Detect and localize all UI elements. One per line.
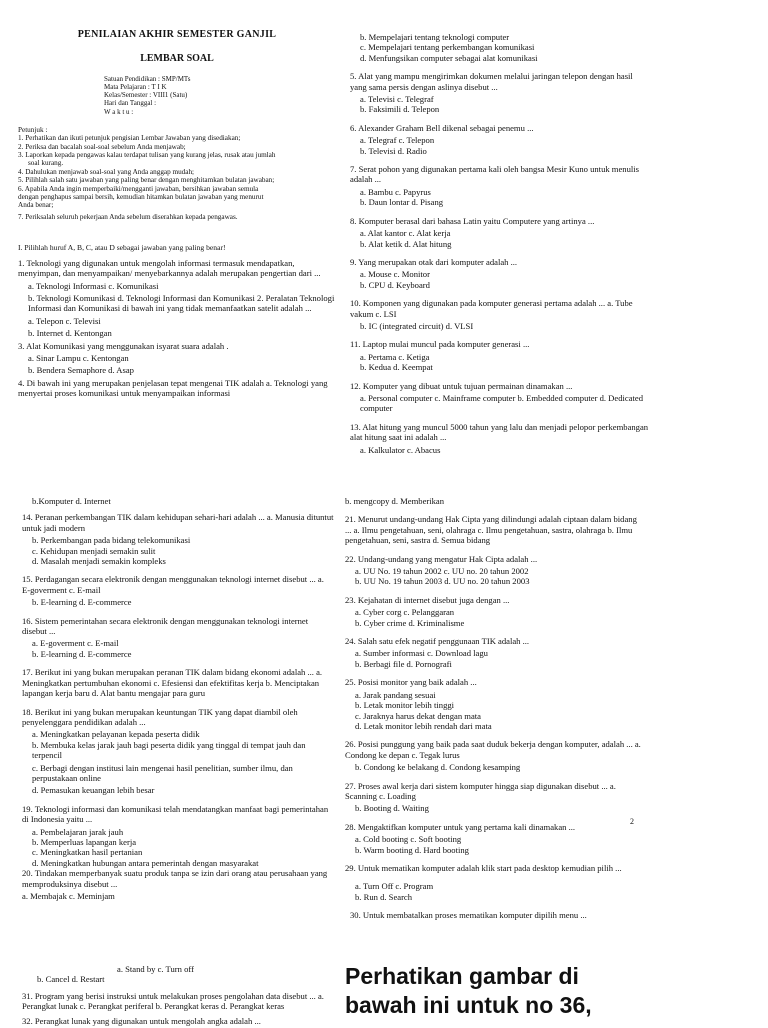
instruction-line: dengan penghapus sampai bersih, kemudian hitamkan bulatan jawaban yang menurut: [18, 193, 264, 202]
option-line: b. Warm booting d. Hard booting: [355, 844, 469, 855]
question-9: 9. Yang merupakan otak dari komputer adalah ...: [350, 256, 518, 267]
option-line: c. Jaraknya harus dekat dengan mata: [355, 710, 481, 721]
option-line: a. Mouse c. Monitor: [360, 269, 430, 280]
option-line: b. CPU d. Keyboard: [360, 279, 430, 290]
question-16: 16. Sistem pemerintahan secara elektronik dengan menggunakan teknologi internet disebut ...: [22, 615, 309, 637]
option-line: d. Meningkatkan hubungan antara pemerintah dengan masyarakat: [32, 857, 259, 868]
option-line: a. Teknologi Informasi c. Komunikasi: [28, 280, 159, 291]
identity-line: W a k t u :: [104, 107, 134, 116]
question-3: 3. Alat Komunikasi yang menggunakan isyarat suara adalah .: [18, 340, 229, 351]
option-line: b. Televisi d. Radio: [360, 145, 427, 156]
question-8: 8. Komputer berasal dari bahasa Latin yaitu Computere yang artinya ...: [350, 215, 595, 226]
page3-left-column: [22, 964, 342, 1028]
option-line: b. E-learning d. E-commerce: [32, 597, 132, 608]
option-line: a. Telepon c. Televisi: [28, 315, 101, 326]
question-4: 4. Di bawah ini yang merupakan penjelasan tepat mengenai TIK adalah a. Teknologi yang menyertai proses komunikasi untuk menyampaikan informasi: [18, 377, 328, 399]
question-29: 29. Untuk mematikan komputer adalah klik start pada desktop kemudian pilih ...: [345, 862, 622, 873]
question-27: 27. Proses awal kerja dari sistem komputer hingga siap digunakan disebut ... a. Scanning c. Loading: [345, 780, 616, 801]
identity-line: Mata Pelajaran : T I K: [104, 83, 167, 92]
instruction-line: 2. Periksa dan bacalah soal-soal sebelum Anda menjawab;: [18, 142, 186, 151]
question-10: 10. Komponen yang digunakan pada komputer generasi pertama adalah ... a. Tube vakum c. LSI: [350, 298, 633, 319]
instruction-line: soal kurang.: [28, 159, 64, 168]
option-line: a. Meningkatkan pelayanan kepada peserta didik: [32, 729, 200, 740]
heading-line: bawah ini untuk no 36,: [345, 992, 592, 1018]
exam-subtitle: LEMBAR SOAL: [140, 53, 214, 65]
question-20: 20. Tindakan memperbanyak suatu produk tanpa se izin dari orang atau perusahaan yang memproduksinya disebut ...: [22, 868, 328, 889]
option-line: b. IC (integrated circuit) d. VLSI: [360, 320, 474, 331]
page-number: 2: [630, 817, 634, 826]
option-line: b. Mempelajari tentang teknologi computer: [360, 32, 510, 42]
option-line: c. Kehidupan menjadi semakin sulit: [32, 545, 156, 556]
instruction-line: 1. Perhatikan dan ikuti petunjuk pengisian Lembar Jawaban yang disediakan;: [18, 134, 241, 143]
option-line: b. Condong ke belakang d. Condong kesamping: [355, 762, 521, 773]
identity-block: [18, 75, 336, 116]
instruction-line: 5. Pilihlah salah satu jawaban yang paling benar dengan menghitamkan bulatan jawaban;: [18, 176, 275, 185]
instruction-line: 7. Periksalah seluruh pekerjaan Anda sebelum diserahkan kepada pengawas.: [18, 212, 238, 221]
page2-left-column: [22, 496, 334, 903]
option-line: b. Faksimili d. Telepon: [360, 104, 440, 115]
option-line: a. UU No. 19 tahun 2002 c. UU no. 20 tahun 2002: [355, 566, 529, 577]
option-line: a. Telegraf c. Telepon: [360, 135, 435, 146]
option-line: b. Cancel d. Restart: [37, 974, 105, 985]
option-line: d. Menfungsikan computer sebagai alat komunikasi: [360, 52, 538, 63]
exam-title: PENILAIAN AKHIR SEMESTER GANJIL: [77, 29, 277, 40]
option-line: a. Pembelajaran jarak jauh: [32, 826, 124, 837]
option-line: b. Cyber crime d. Kriminalisme: [355, 617, 465, 628]
question-12: 12. Komputer yang dibuat untuk tujuan permainan dinamakan ...: [350, 380, 573, 391]
instructions-title: Petunjuk :: [18, 125, 48, 134]
option-line: a. Cyber corg c. Pelanggaran: [355, 607, 455, 618]
heading-line: Perhatikan gambar di: [345, 963, 579, 989]
option-line: a. Membajak c. Meminjam: [22, 891, 115, 901]
question-13: 13. Alat hitung yang muncul 5000 tahun yang lalu dan menjadi pelopor perkembangan alat hitung saat ini adalah ...: [350, 421, 649, 443]
instruction-line: 3. Laporkan kepada pengawas kalau terdapat tulisan yang kurang jelas, rusak atau jumlah: [18, 151, 276, 160]
option-line: b. E-learning d. E-commerce: [32, 648, 132, 659]
question-21: 21. Menurut undang-undang Hak Cipta yang dilindungi adalah ciptaan dalam bidang ... a. Ilmu pengetahuan, seni, olahraga c. Ilmu pengetahuan, sastra, olahraga b. Ilmu pengetahuan, seni, sastra d. Semua bidang: [345, 514, 637, 546]
option-line: b.Komputer d. Internet: [32, 496, 111, 506]
option-line: b. Bendera Semaphore d. Asap: [28, 365, 134, 376]
option-line: b. Booting d. Waiting: [355, 803, 429, 814]
question-17: 17. Berikut ini yang bukan merupakan peranan TIK dalam bidang ekonomi adalah ... a. Meningkatkan pertumbuhan ekonomi c. Efesiensi dan efektifitas kerja b. Menciptakan lapangan kerja baru d. Alat bantu mengajar para guru: [22, 667, 323, 699]
question-1: 1. Teknologi yang digunakan untuk mengolah informasi termasuk mendapatkan, menyimpan, dan menyampaikan/ menyebarkannya adalah merupakan pengertian dari ...: [18, 257, 321, 279]
question-31: 31. Program yang berisi instruksi untuk melakukan proses pengolahan data disebut ... a. Perangkat lunak c. Perangkat periferal b. Perangkat keras d. Perangkat keras: [22, 990, 324, 1012]
option-line: a. Personal computer c. Mainframe computer b. Embedded computer d. Dedicated computer: [360, 392, 644, 414]
question-30: 30. Untuk membatalkan proses mematikan komputer dipilih menu ...: [350, 910, 587, 921]
option-line: a. Alat kantor c. Alat kerja: [360, 228, 451, 239]
option-line: b. Berbagi file d. Pornografi: [355, 658, 452, 669]
option-line: c. Meningkatkan hasil pertanian: [32, 847, 143, 858]
question-26: 26. Posisi punggung yang baik pada saat duduk bekerja dengan komputer, adalah ... a. Condong ke depan c. Tegak lurus: [345, 739, 641, 760]
option-line: a. Stand by c. Turn off: [117, 964, 194, 974]
question-5: 5. Alat yang mampu mengirimkan dokumen melalui jaringan telepon dengan hasil yang sama persis dengan aslinya disebut ...: [350, 71, 633, 92]
option-line: a. Bambu c. Papyrus: [360, 186, 431, 197]
option-line: b. Perkembangan pada bidang telekomunikasi: [32, 535, 191, 546]
option-line: b. Letak monitor lebih tinggi: [355, 700, 455, 711]
option-line: a. Televisi c. Telegraf: [360, 94, 434, 105]
option-line: a. Sumber informasi c. Download lagu: [355, 648, 488, 659]
option-line: b. Memperluas lapangan kerja: [32, 836, 137, 847]
question-24: 24. Salah satu efek negatif penggunaan TIK adalah ...: [345, 636, 530, 647]
instructions-block: [18, 126, 336, 221]
option-line: b. Run d. Search: [355, 891, 413, 902]
image-instruction-heading: [345, 962, 592, 1020]
option-line: d. Letak monitor lebih rendah dari mata: [355, 720, 492, 731]
question-18: 18. Berikut ini yang bukan merupakan keuntungan TIK yang dapat diambil oleh penyelenggara pendidikan adalah ...: [22, 706, 298, 727]
option-line: a. E-goverment c. E-mail: [32, 638, 119, 649]
question-19: 19. Teknologi informasi dan komunikasi telah mendatangkan manfaat bagi pemerintahan di Indonesia yaitu ...: [22, 803, 329, 825]
option-line: a. Kalkulator c. Abacus: [360, 444, 441, 455]
question-25: 25. Posisi monitor yang baik adalah ...: [345, 677, 477, 688]
identity-line: Satuan Pendidikan : SMP/MTs: [104, 74, 191, 83]
instruction-line: 6. Apabila Anda ingin memperbaiki/mengganti jawaban, bersihkan jawaban semula: [18, 184, 259, 193]
identity-line: Hari dan Tanggal :: [104, 99, 157, 108]
page2-right-column: [345, 496, 645, 923]
option-line: a. Pertama c. Ketiga: [360, 351, 430, 362]
option-line: b. UU No. 19 tahun 2003 d. UU no. 20 tahun 2003: [355, 576, 530, 587]
option-line: b. Internet d. Kentongan: [28, 328, 112, 339]
question-15: 15. Perdagangan secara elektronik dengan menggunakan teknologi internet disebut ... a. E-goverment c. E-mail: [22, 574, 324, 595]
option-line: b. Kedua d. Keempat: [360, 362, 433, 373]
option-line: b. Alat ketik d. Alat hitung: [360, 238, 452, 249]
option-line: a. Cold booting c. Soft booting: [355, 834, 462, 845]
option-line: a. Sinar Lampu c. Kentongan: [28, 352, 129, 363]
option-line: c. Mempelajari tentang perkembangan komunikasi: [360, 42, 535, 53]
question-28: 28. Mengaktifkan komputer untuk yang pertama kali dinamakan ...: [345, 821, 576, 832]
identity-line: Kelas/Semester : VIII1 (Satu): [104, 91, 188, 100]
option-line: b. Membuka kelas jarak jauh bagi peserta didik yang tinggal di tempat jauh dan terpencil: [32, 739, 306, 761]
question-6: 6. Alexander Graham Bell dikenal sebagai penemu ...: [350, 122, 534, 133]
page1-right-column: [350, 32, 650, 457]
option-line: a. Turn Off c. Program: [355, 881, 434, 892]
question-14: 14. Peranan perkembangan TIK dalam kehidupan sehari-hari adalah ... a. Manusia dituntut untuk jadi modern: [22, 512, 334, 533]
question-7: 7. Serat pohon yang digunakan pertama kali oleh bangsa Mesir Kuno untuk menulis adalah ...: [350, 164, 640, 185]
instruction-line: Anda benar;: [18, 201, 54, 210]
option-line: a. Jarak pandang sesuai: [355, 689, 436, 700]
option-line: b. Daun lontar d. Pisang: [360, 197, 444, 208]
question-22: 22. Undang-undang yang mengatur Hak Cipta adalah ...: [345, 553, 538, 564]
section-heading: I. Pilihlah huruf A, B, C, atau D sebagai jawaban yang paling benar!: [18, 243, 226, 253]
question-23: 23. Kejahatan di internet disebut juga dengan ...: [345, 594, 510, 605]
option-line: b. mengcopy d. Memberikan: [345, 496, 445, 506]
option-line: d. Pemasukan keuangan lebih besar: [32, 785, 155, 796]
question-11: 11. Laptop mulai muncul pada komputer generasi ...: [350, 339, 530, 350]
instruction-line: 4. Dahulukan menjawab soal-soal yang Anda anggap mudah;: [18, 167, 195, 176]
page1-left-column: [18, 30, 336, 401]
option-line: d. Masalah menjadi semakin kompleks: [32, 556, 166, 567]
option-line: b. Teknologi Komunikasi d. Teknologi Informasi dan Komunikasi 2. Peralatan Teknologi Informasi dan Komunikasi di bawah ini yang tidak memanfaatkan satelit adalah ...: [28, 292, 335, 314]
question-32: 32. Perangkat lunak yang digunakan untuk mengolah angka adalah ...: [22, 1015, 261, 1026]
option-line: c. Berbagi dengan institusi lain mengenai hasil penelitian, sumber ilmu, dan perpustakaan online: [32, 762, 293, 783]
